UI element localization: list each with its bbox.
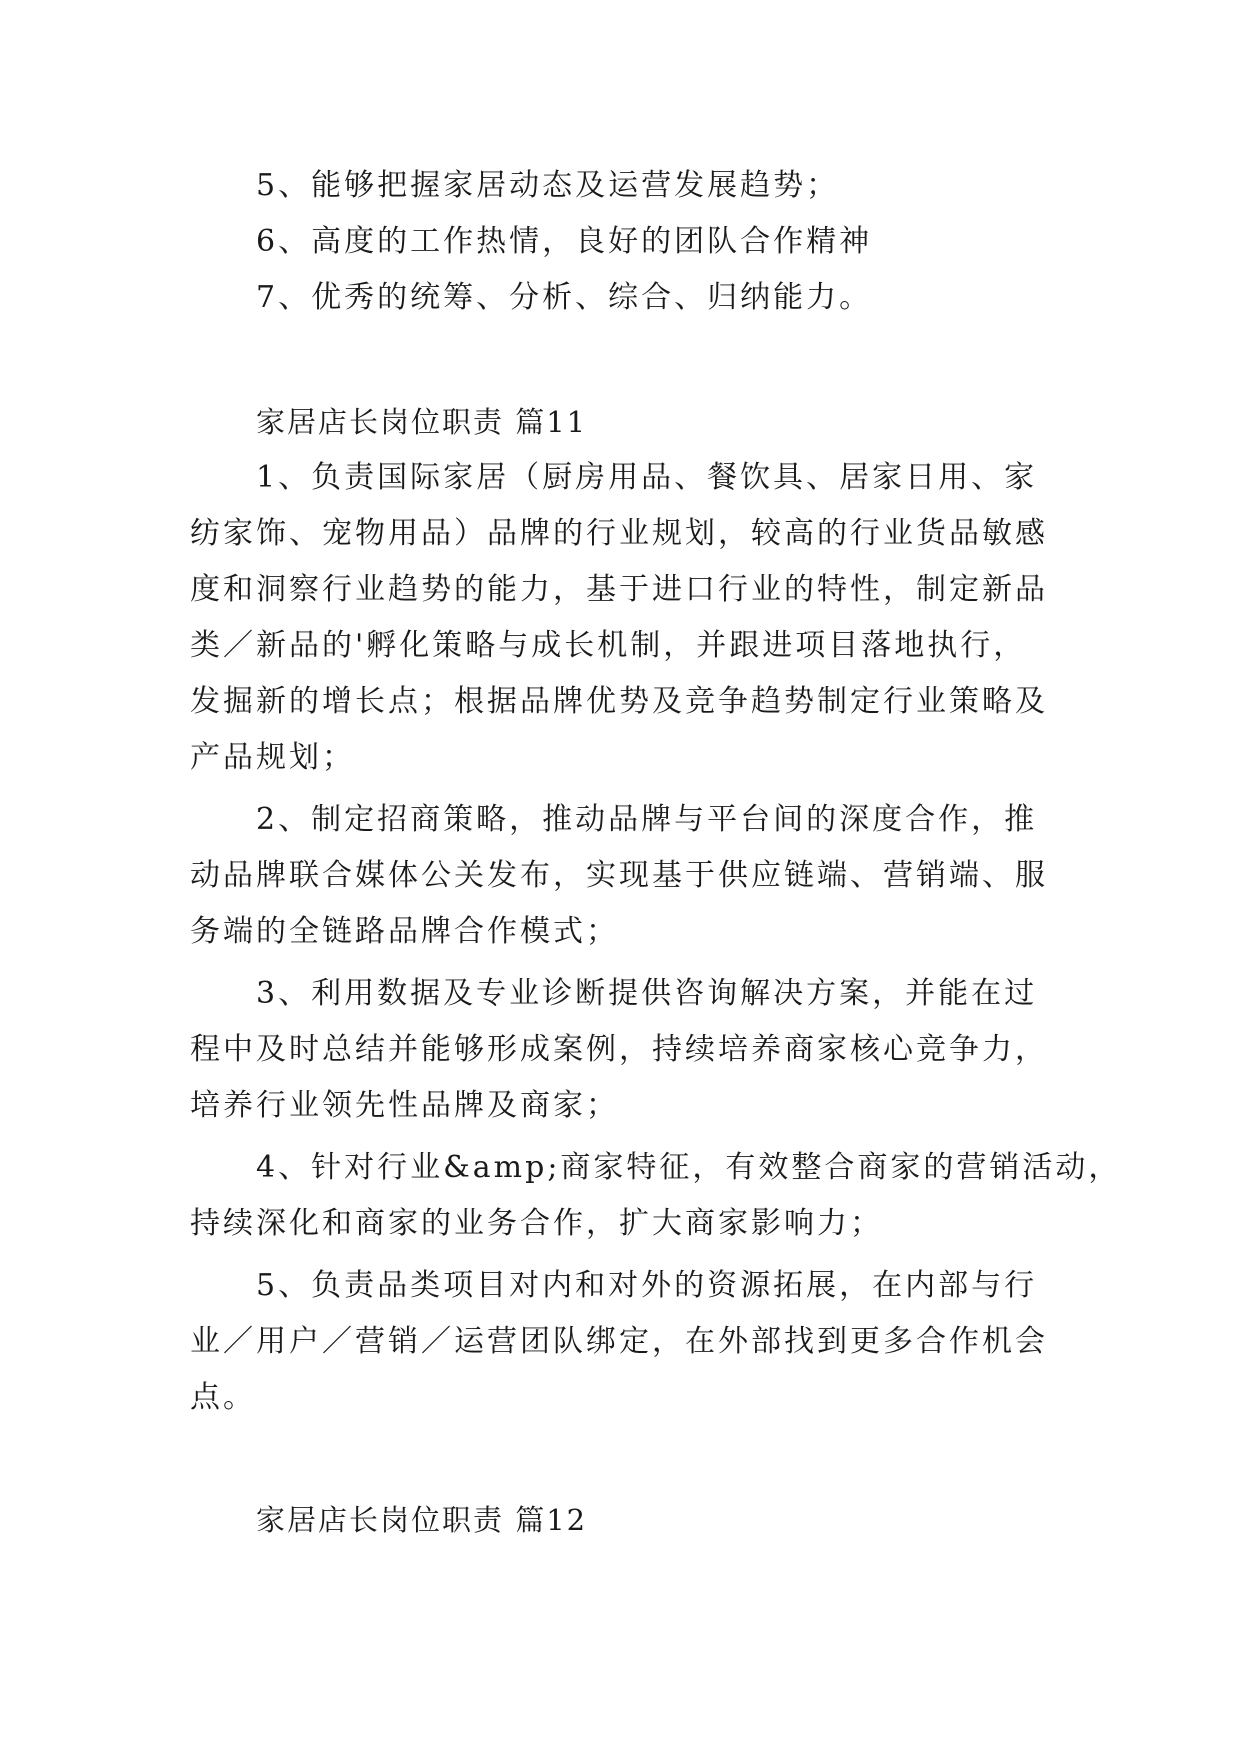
paragraph-line: 发掘新的增长点；根据品牌优势及竞争趋势制定行业策略及 bbox=[190, 684, 1048, 719]
paragraph-line: 度和洞察行业趋势的能力，基于进口行业的特性，制定新品 bbox=[190, 572, 1048, 607]
paragraph-line: 2、制定招商策略，推动品牌与平台间的深度合作，推 bbox=[256, 802, 1038, 837]
paragraph-line: 5、负责品类项目对内和对外的资源拓展，在内部与行 bbox=[256, 1268, 1038, 1303]
list-item-5: 5、能够把握家居动态及运营发展趋势； bbox=[256, 168, 840, 203]
paragraph-line: 培养行业领先性品牌及商家； bbox=[190, 1088, 619, 1123]
list-item-6: 6、高度的工作热情，良好的团队合作精神 bbox=[256, 224, 873, 259]
paragraph-line: 3、利用数据及专业诊断提供咨询解决方案，并能在过 bbox=[256, 976, 1038, 1011]
list-item-7: 7、优秀的统筹、分析、综合、归纳能力。 bbox=[256, 280, 873, 315]
paragraph-line: 产品规划； bbox=[190, 740, 355, 775]
section-heading-11: 家居店长岗位职责 篇11 bbox=[256, 405, 588, 439]
paragraph-line: 4、针对行业&amp;商家特征，有效整合商家的营销活动， bbox=[256, 1150, 1122, 1185]
paragraph-line: 纺家饰、宠物用品）品牌的行业规划，较高的行业货品敏感 bbox=[190, 516, 1048, 551]
paragraph-line: 动品牌联合媒体公关发布，实现基于供应链端、营销端、服 bbox=[190, 858, 1048, 893]
paragraph-line: 类／新品的'孵化策略与成长机制，并跟进项目落地执行， bbox=[190, 628, 1027, 663]
paragraph-line: 点。 bbox=[190, 1380, 256, 1415]
section-heading-12: 家居店长岗位职责 篇12 bbox=[256, 1503, 588, 1537]
paragraph-line: 务端的全链路品牌合作模式； bbox=[190, 914, 619, 949]
paragraph-line: 1、负责国际家居（厨房用品、餐饮具、居家日用、家 bbox=[256, 460, 1038, 495]
paragraph-line: 程中及时总结并能够形成案例，持续培养商家核心竞争力， bbox=[190, 1032, 1048, 1067]
paragraph-line: 业／用户／营销／运营团队绑定，在外部找到更多合作机会 bbox=[190, 1324, 1048, 1359]
paragraph-line: 持续深化和商家的业务合作，扩大商家影响力； bbox=[190, 1206, 883, 1241]
